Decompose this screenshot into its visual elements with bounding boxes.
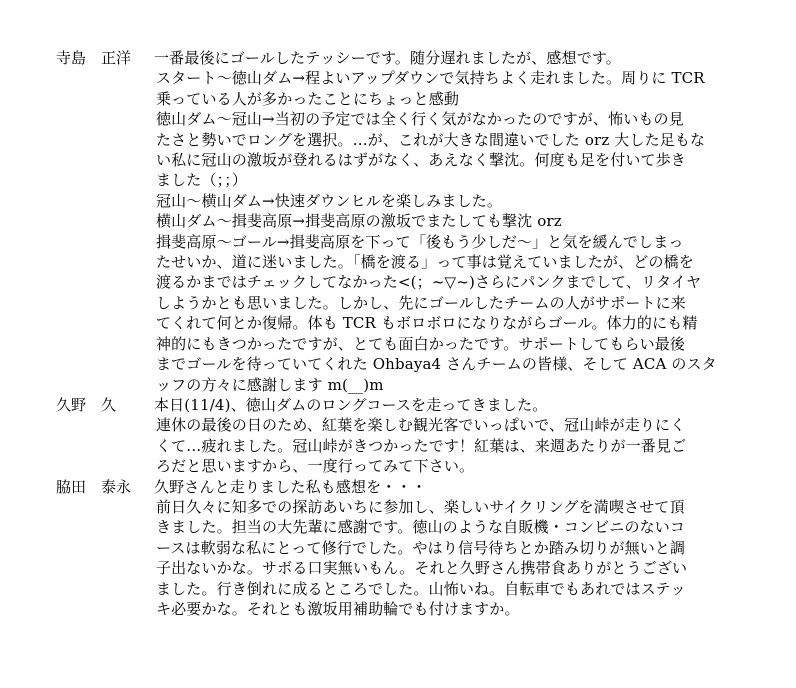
- author-name: 寺島 正洋: [56, 49, 132, 67]
- comment-text: [154, 395, 742, 477]
- comment-line: い私に冠山の激坂が登れるはずがなく、あえなく撃沈。何度も足を付いて歩き: [156, 151, 686, 170]
- comment-line: 横山ダム～揖斐高原→揖斐高原の激坂でまたしても撃沈 orz: [156, 212, 562, 231]
- comment-entry-kuno: [56, 395, 742, 477]
- comment-line: ろだと思いますから、一度行ってみて下さい。: [156, 457, 475, 476]
- comment-line: 神的にもきつかったですが、とても面白かったです。サポートしてもらい最後: [156, 334, 686, 353]
- comment-line: 前日久々に知多での探訪あいちに参加し、楽しいサイクリングを満喫させて頂: [156, 497, 685, 516]
- comment-line: キ必要かな。それとも激坂用補助輪でも付けますか。: [156, 599, 520, 618]
- comment-line: 連休の最後の日のため、紅葉を楽しむ観光客でいっぱいで、冠山峠が走りにく: [156, 416, 686, 435]
- comment-line: ースは軟弱な私にとって修行でした。やはり信号待ちとか踏み切りが無いと調: [156, 538, 686, 557]
- comment-line: たせいか、道に迷いました。「橋を渡る」って事は覚えていましたが、どの橋を: [156, 253, 694, 272]
- comment-line: 渡るかまではチェックしてなかった<(；~▽~)さらにパンクまでして、リタイヤ: [156, 273, 702, 292]
- comment-line: 徳山ダム～冠山→当初の予定では全く行く気がなかったのですが、怖いもの見: [156, 110, 684, 129]
- comment-text: [154, 477, 742, 620]
- comment-text: [154, 48, 742, 395]
- comment-line: までゴールを待っていてくれた Ohbaya4 さんチームの皆様、そして ACA のスタ: [156, 355, 717, 374]
- comment-entry-wakita: [56, 477, 742, 620]
- comment-line: きました。担当の大先輩に感謝です。徳山のような自販機・コンビニのないコ: [156, 518, 686, 537]
- comment-entry-terashima: [56, 48, 742, 395]
- comment-line: 久野さんと走りました私も感想を・・・: [154, 477, 427, 496]
- comment-line: ッフの方々に感謝します m(__)m: [156, 375, 384, 394]
- comment-line: 揖斐高原～ゴール→揖斐高原を下って「後もう少しだ～」と気を緩んでしまっ: [156, 232, 684, 251]
- comment-line: しようかとも思いました。しかし、先にゴールしたチームの人がサポートに来: [156, 293, 686, 312]
- comment-line: ました（；；）: [156, 171, 248, 190]
- comment-line: たさと勢いでロングを選択。…が、これが大きな間違いでした orz 大した足もな: [156, 130, 706, 149]
- comment-line: スタート～徳山ダム→程よいアップダウンで気持ちよく走れました。周りに TCR: [156, 69, 705, 88]
- comment-line: 一番最後にゴールしたテッシーです。随分遅れましたが、感想です。: [154, 49, 621, 67]
- comment-line: 冠山～横山ダム→快速ダウンヒルを楽しみました。: [156, 191, 503, 210]
- author-name: 脇田 泰永: [56, 477, 132, 496]
- author-name: 久野 久: [56, 395, 117, 414]
- comment-line: 本日(11/4)、徳山ダムのロングコースを走ってきました。: [154, 395, 548, 414]
- comment-line: くて…疲れました。冠山峠がきつかったです！紅葉は、来週あたりが一番見ご: [156, 436, 687, 455]
- comment-line: 乗っている人が多かったことにちょっと感動: [156, 89, 460, 108]
- comment-line: 子出ないかな。サボる口実無いもん。それと久野さん携帯食ありがとうござい: [156, 559, 688, 578]
- comment-line: てくれて何とか復帰。体も TCR もボロボロになりながらゴール。体力的にも精: [156, 314, 698, 333]
- document: [56, 48, 742, 619]
- comment-line: ました。行き倒れに成るところでした。山怖いね。自転車でもあれではステッ: [156, 579, 686, 598]
